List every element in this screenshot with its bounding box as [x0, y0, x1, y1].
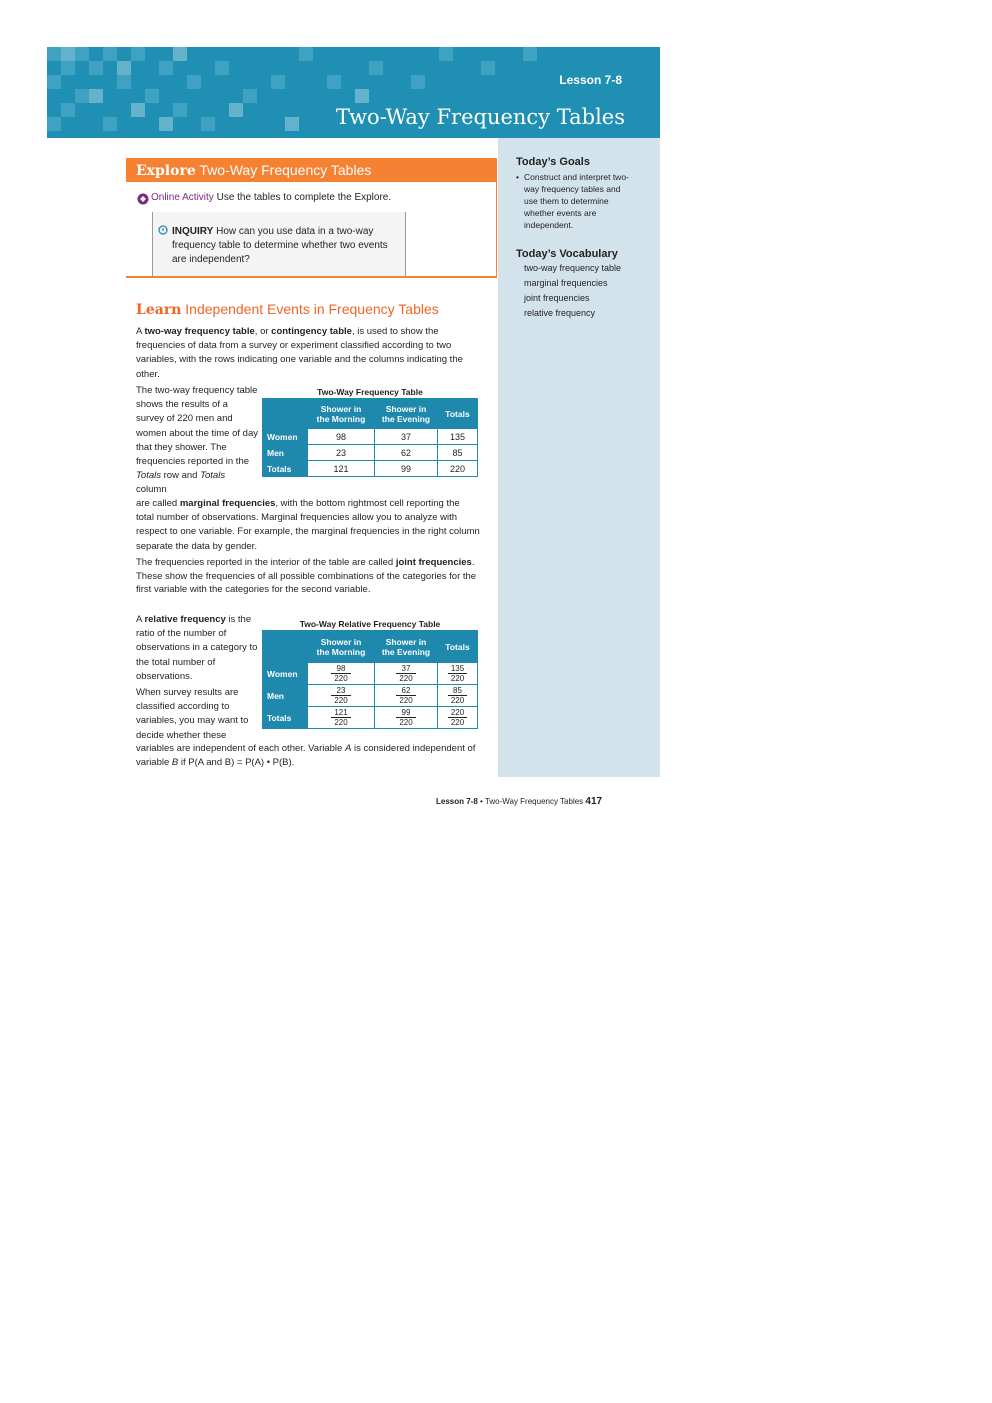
column-header: Shower in the Morning — [308, 399, 375, 429]
learn-header — [136, 301, 439, 318]
inquiry-icon — [158, 225, 168, 235]
table-cell: $\frac{98}{220}$ — [308, 663, 375, 685]
table-cell: $\frac{85}{220}$ — [438, 685, 478, 707]
bullet-icon: • — [516, 172, 519, 182]
column-header: Shower in the Evening — [375, 631, 438, 663]
paragraph-joint: The frequencies reported in the interior of the table are called joint frequencies. These show the frequencies of all possible combinations of the categories for the first variable with the categories for the second variable. — [136, 557, 477, 595]
table-corner — [263, 631, 308, 663]
row-header: Women — [263, 429, 308, 445]
learn-label: Learn — [136, 302, 182, 318]
goal-text: Construct and interpret two-way frequency tables and use them to determine whether events are independent. — [524, 172, 629, 230]
column-header: Totals — [438, 399, 478, 429]
table-row — [263, 707, 478, 729]
paragraph-frequency-wrap: The two-way frequency table shows the results of a survey of 220 men and women about the time of day that they shower. The frequencies reported in the Totals row and Totals column — [136, 385, 258, 496]
lesson-title: Two-Way Frequency Tables — [335, 105, 625, 129]
page-footer: Lesson 7-8 • Two-Way Frequency Tables 417 — [436, 796, 603, 807]
goal-item — [516, 171, 631, 231]
row-header: Totals — [263, 707, 308, 729]
table-cell: 99 — [375, 461, 438, 477]
inquiry-question — [172, 225, 394, 267]
column-header: Shower in the Morning — [308, 631, 375, 663]
vocab-item: marginal frequencies — [524, 278, 608, 288]
learn-title: Independent Events in Frequency Tables — [185, 301, 439, 317]
paragraph-relative: A relative frequency is the ratio of the number of observations in a category to the total number of observations. — [136, 614, 258, 682]
page-number: 417 — [585, 796, 603, 807]
relative-frequency-table — [262, 630, 478, 729]
paragraph-definition: A two-way frequency table, or contingency table, is used to show the frequencies of data from a survey or experiment classified according to two variables, with the rows indicating one variable and the columns indicating the other. — [136, 326, 463, 380]
inquiry-label: INQUIRY — [172, 226, 214, 237]
table-cell: $\frac{220}{220}$ — [438, 707, 478, 729]
table-cell: $\frac{23}{220}$ — [308, 685, 375, 707]
vocab-item: relative frequency — [524, 308, 596, 318]
table2-caption: Two-Way Relative Frequency Table — [299, 619, 441, 629]
table-cell: $\frac{62}{220}$ — [375, 685, 438, 707]
explore-title: Two-Way Frequency Tables — [199, 162, 372, 178]
table-corner — [263, 399, 308, 429]
table-cell: $\frac{121}{220}$ — [308, 707, 375, 729]
table-cell: 98 — [308, 429, 375, 445]
table1-caption: Two-Way Frequency Table — [317, 387, 423, 397]
table-cell: 220 — [438, 461, 478, 477]
explore-rule — [126, 276, 497, 278]
table-row — [263, 445, 478, 461]
table-row — [263, 461, 478, 477]
table-cell: 85 — [438, 445, 478, 461]
goals-heading: Today’s Goals — [516, 156, 590, 168]
table-cell: 121 — [308, 461, 375, 477]
table-cell: $\frac{135}{220}$ — [438, 663, 478, 685]
footer-lesson: Lesson 7-8 — [436, 797, 478, 806]
column-header: Shower in the Evening — [375, 399, 438, 429]
table-row — [263, 685, 478, 707]
row-header: Men — [263, 445, 308, 461]
table-row — [263, 663, 478, 685]
footer-title: Two-Way Frequency Tables — [484, 797, 584, 806]
row-header: Women — [263, 663, 308, 685]
table-cell: 37 — [375, 429, 438, 445]
lesson-number: Lesson 7-8 — [559, 73, 622, 87]
online-activity-link[interactable]: Online Activity — [151, 192, 214, 203]
sidebar-panel — [498, 138, 660, 777]
vocab-heading: Today’s Vocabulary — [516, 248, 618, 260]
paragraph-marginal: are called marginal frequencies, with the bottom rightmost cell reporting the total number of observations. Marginal frequencies allow you to analyze with respect to one variable. For example, the marginal frequencies in the right column separate the data by gender. — [136, 498, 480, 552]
table-cell: 62 — [375, 445, 438, 461]
paragraph-survey-wrap: When survey results are classified according to variables, you may want to decide whether these — [136, 687, 249, 741]
explore-divider — [496, 182, 497, 276]
inquiry-text: How can you use data in a two-way frequency table to determine whether two events are independent? — [172, 226, 388, 265]
table-cell: $\frac{99}{220}$ — [375, 707, 438, 729]
explore-label: Explore — [136, 163, 196, 179]
online-activity-text: Use the tables to complete the Explore. — [216, 192, 392, 203]
online-activity-icon[interactable] — [137, 193, 149, 205]
column-header: Totals — [438, 631, 478, 663]
row-header: Men — [263, 685, 308, 707]
explore-header — [126, 158, 497, 182]
table-cell: 23 — [308, 445, 375, 461]
row-header: Totals — [263, 461, 308, 477]
table-cell: $\frac{37}{220}$ — [375, 663, 438, 685]
table-row — [263, 429, 478, 445]
online-activity[interactable] — [151, 192, 391, 203]
frequency-table — [262, 398, 478, 477]
vocab-item: two-way frequency table — [524, 263, 622, 273]
vocab-item: joint frequencies — [524, 293, 590, 303]
paragraph-independence: variables are independent of each other. Variable A is considered independent of variable B if P(A and B) = P(A) • P(B). — [136, 743, 476, 769]
independence-formula: P(A and B) = P(A) • P(B). — [188, 757, 295, 769]
lesson-banner — [47, 47, 660, 138]
table-cell: 135 — [438, 429, 478, 445]
